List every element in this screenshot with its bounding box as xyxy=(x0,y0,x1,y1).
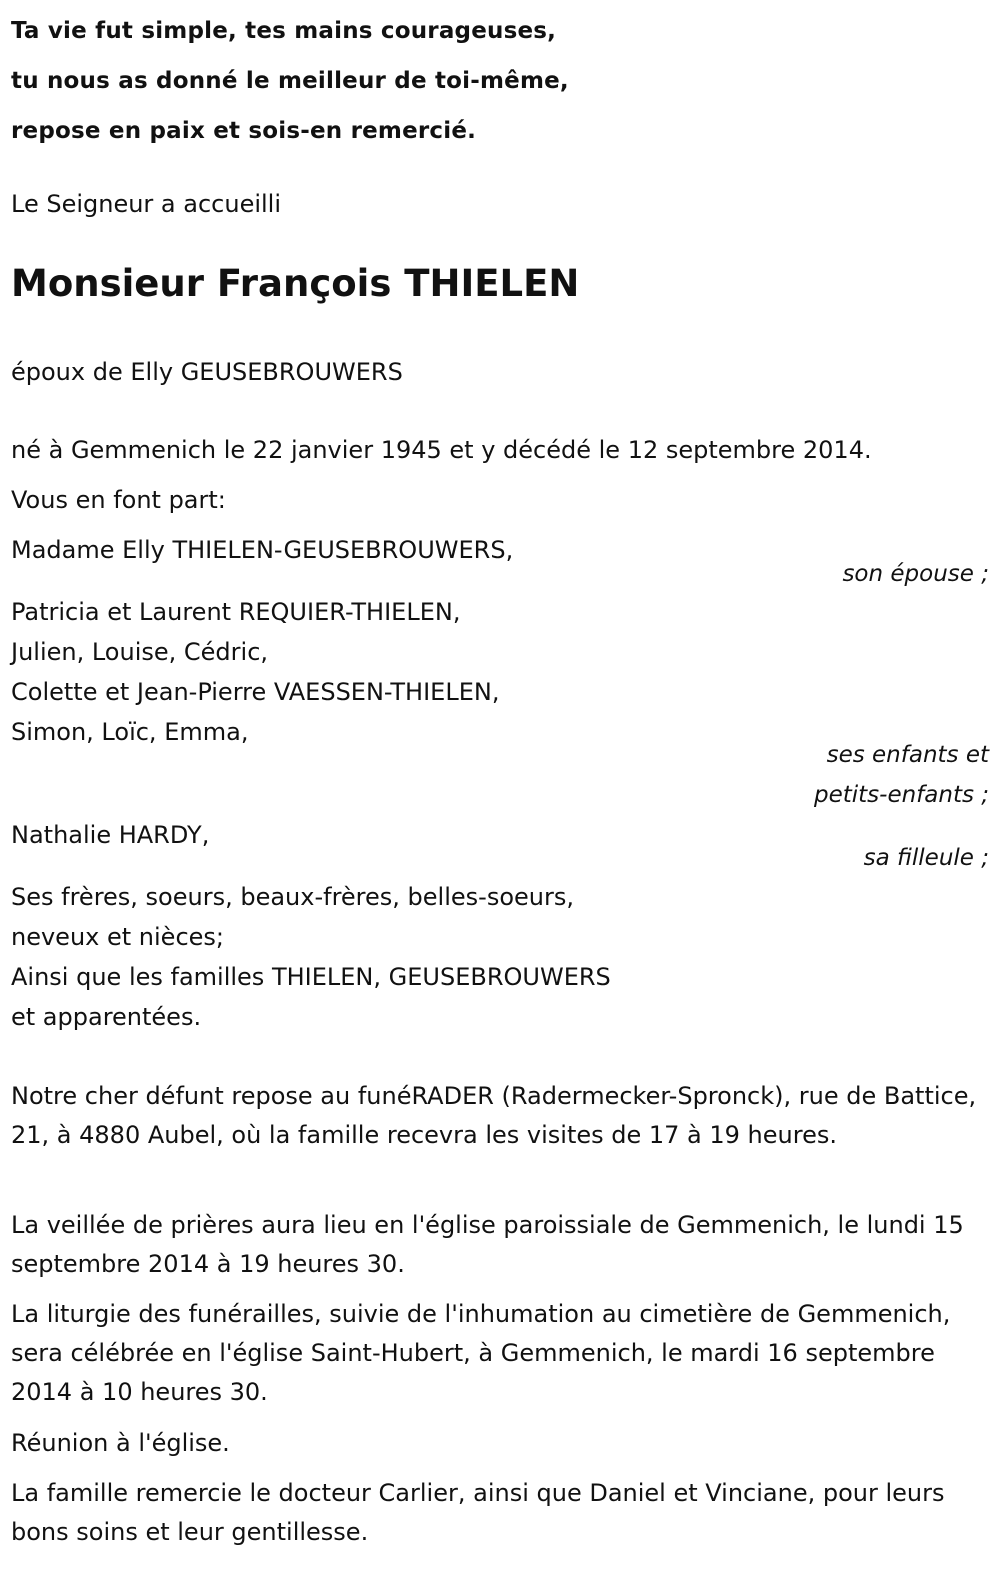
family-child-line: Patricia et Laurent REQUIER-THIELEN, xyxy=(11,598,461,626)
relation-label: ses enfants et xyxy=(826,742,989,768)
poem-line: Ta vie fut simple, tes mains courageuses, xyxy=(11,18,557,44)
birth-death-line: né à Gemmenich le 22 janvier 1945 et y décédé le 12 septembre 2014. xyxy=(11,436,872,464)
liturgy-paragraph: La liturgie des funérailles, suivie de l'inhumation au cimetière de Gemmenich, sera célébrée en l'église Saint-Hubert, à Gemmenich, le mardi 16 septembre 2014 à 10 heures 30. xyxy=(11,1300,951,1406)
family-child-line: Colette et Jean-Pierre VAESSEN-THIELEN, xyxy=(11,678,500,706)
deceased-name: Monsieur François THIELEN xyxy=(11,262,580,305)
spouse-line: époux de Elly GEUSEBROUWERS xyxy=(11,358,403,386)
family-child-line: Simon, Loïc, Emma, xyxy=(11,718,249,746)
visit-paragraph: Notre cher défunt repose au funéRADER (Radermecker-Spronck), rue de Battice, 21, à 4880 Aubel, où la famille recevra les visites de 17 à 19 heures. xyxy=(11,1082,977,1149)
family-wife: Madame Elly THIELEN-GEUSEBROUWERS, xyxy=(11,536,514,564)
meeting-paragraph: Réunion à l'église. xyxy=(11,1429,230,1457)
family-others-line: Ses frères, soeurs, beaux-frères, belles-soeurs, xyxy=(11,883,574,911)
relation-label: son épouse ; xyxy=(842,561,989,587)
announce-line: Vous en font part: xyxy=(11,486,226,514)
family-others-line: et apparentées. xyxy=(11,1003,202,1031)
vigil-paragraph: La veillée de prières aura lieu en l'église paroissiale de Gemmenich, le lundi 15 septembre 2014 à 19 heures 30. xyxy=(11,1211,964,1278)
poem-line: tu nous as donné le meilleur de toi-même, xyxy=(11,68,569,94)
thanks-paragraph: La famille remercie le docteur Carlier, ainsi que Daniel et Vinciane, pour leurs bons soins et leur gentillesse. xyxy=(11,1479,945,1546)
relation-label: petits-enfants ; xyxy=(813,782,989,808)
poem-line: repose en paix et sois-en remercié. xyxy=(11,118,477,144)
relation-label: sa filleule ; xyxy=(863,845,989,871)
family-child-line: Julien, Louise, Cédric, xyxy=(11,638,269,666)
intro-text: Le Seigneur a accueilli xyxy=(11,190,282,218)
poem xyxy=(11,6,569,156)
family-others-line: neveux et nièces; xyxy=(11,923,224,951)
family-goddaughter: Nathalie HARDY, xyxy=(11,821,210,849)
family-others-line: Ainsi que les familles THIELEN, GEUSEBROUWERS xyxy=(11,963,611,991)
